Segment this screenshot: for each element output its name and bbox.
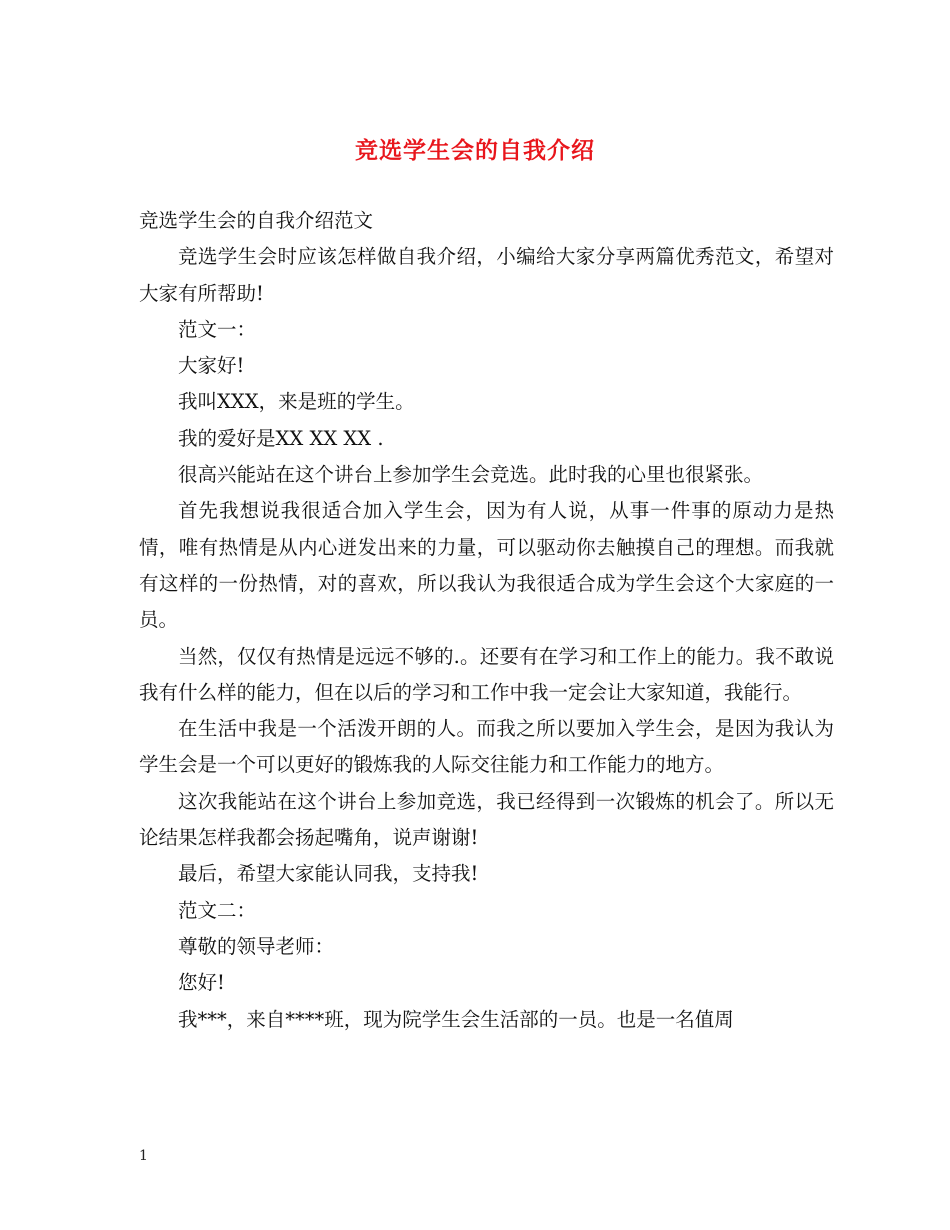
document-body xyxy=(139,203,834,1038)
paragraph: 很高兴能站在这个讲台上参加学生会竞选。此时我的心里也很紧张。 xyxy=(178,463,764,487)
paragraph: 首先我想说我很适合加入学生会，因为有人说，从事一件事的原动力是热情，唯有热情是从内心迸发出来的力量，可以驱动你去触摸自己的理想。而我就有这样的一份热情，对的喜欢，所以我认为我很适合成为学生会这个大家庭的一员。 xyxy=(139,499,834,632)
paragraph: 范文一： xyxy=(178,317,257,341)
paragraph: 竞选学生会时应该怎样做自我介绍，小编给大家分享两篇优秀范文，希望对大家有所帮助! xyxy=(139,245,834,305)
paragraph: 我叫XXX，来是班的学生。 xyxy=(178,390,415,414)
document-title: 竞选学生会的自我介绍 xyxy=(355,137,595,164)
paragraph: 我***，来自****班，现为院学生会生活部的一员。也是一名值周 xyxy=(178,1007,734,1031)
paragraph: 您好! xyxy=(178,971,225,995)
paragraph: 范文二： xyxy=(178,898,257,922)
paragraph: 最后，希望大家能认同我，支持我! xyxy=(178,862,479,886)
page-number: 1 xyxy=(139,1148,148,1164)
paragraph: 我的爱好是XX XX XX . xyxy=(178,426,384,450)
paragraph: 竞选学生会的自我介绍范文 xyxy=(139,209,374,232)
paragraph: 尊敬的领导老师： xyxy=(178,934,335,958)
paragraph: 大家好! xyxy=(178,354,245,378)
paragraph: 在生活中我是一个活泼开朗的人。而我之所以要加入学生会，是因为我认为学生会是一个可以更好的锻炼我的人际交往能力和工作能力的地方。 xyxy=(139,717,834,777)
paragraph: 这次我能站在这个讲台上参加竞选，我已经得到一次锻炼的机会了。所以无论结果怎样我都会扬起嘴角，说声谢谢! xyxy=(139,789,834,850)
paragraph: 当然，仅仅有热情是远远不够的.。还要有在学习和工作上的能力。我不敢说我有什么样的能力，但在以后的学习和工作中我一定会让大家知道，我能行。 xyxy=(139,644,834,704)
